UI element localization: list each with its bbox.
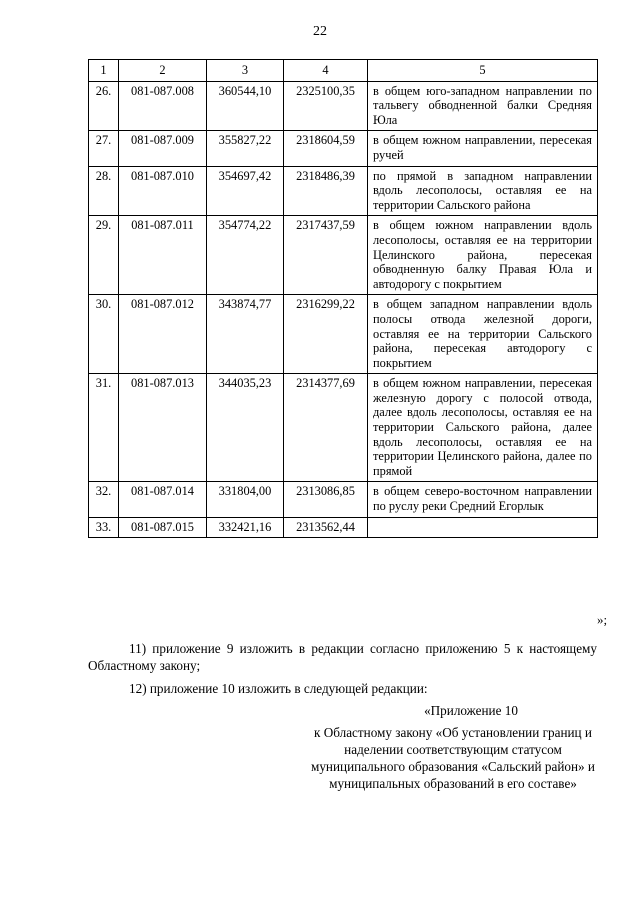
table-row (89, 131, 598, 166)
row-number: 26. (89, 81, 119, 131)
column-header-y: 4 (284, 60, 368, 82)
coordinate-x: 354774,22 (207, 216, 284, 295)
coordinate-x: 332421,16 (207, 517, 284, 538)
coordinate-y: 2317437,59 (284, 216, 368, 295)
paragraph-text: 12) приложение 10 изложить в следующей редакции: (129, 681, 428, 696)
column-header-description: 5 (368, 60, 598, 82)
boundary-description: в общем южном направлении вдоль лесополосы, оставляя ее на территории Целинского района, пересекая обводненную балку Правая Юла и автодорогу с покрытием (368, 216, 598, 295)
coordinate-x: 344035,23 (207, 374, 284, 482)
point-code: 081-087.014 (119, 482, 207, 517)
coordinate-y: 2325100,35 (284, 81, 368, 131)
coordinate-y: 2318604,59 (284, 131, 368, 166)
paragraph-item-12 (88, 680, 597, 697)
column-header-x: 3 (207, 60, 284, 82)
boundary-points-table (88, 59, 598, 538)
point-code: 081-087.013 (119, 374, 207, 482)
row-number: 29. (89, 216, 119, 295)
coordinate-y: 2313086,85 (284, 482, 368, 517)
row-number: 31. (89, 374, 119, 482)
table-row (89, 482, 598, 517)
boundary-description: по прямой в западном направлении вдоль лесополосы, оставляя ее на территории Сальского района (368, 166, 598, 216)
point-code: 081-087.012 (119, 295, 207, 374)
coordinate-x: 355827,22 (207, 131, 284, 166)
table-row (89, 295, 598, 374)
paragraph-text: 11) приложение 9 изложить в редакции согласно приложению 5 к настоящему Областному закону; (88, 641, 597, 673)
table-row (89, 517, 598, 538)
page-number: 22 (313, 24, 327, 39)
coordinate-x: 354697,42 (207, 166, 284, 216)
coordinate-x: 360544,10 (207, 81, 284, 131)
boundary-description: в общем северо-восточном направлении по руслу реки Средний Егорлык (368, 482, 598, 517)
boundary-description: в общем южном направлении, пересекая железную дорогу с полосой отвода, далее вдоль лесополосы, оставляя ее на территории Сальского района, далее вдоль лесополосы, оставляя ее на территории Целинского района, далее по прямой (368, 374, 598, 482)
point-code: 081-087.010 (119, 166, 207, 216)
row-number: 28. (89, 166, 119, 216)
coordinate-y: 2314377,69 (284, 374, 368, 482)
table-header-row (89, 60, 598, 82)
column-header-point-code: 2 (119, 60, 207, 82)
boundary-description: в общем юго-западном направлении по тальвегу обводненной балки Средняя Юла (368, 81, 598, 131)
coordinate-y: 2316299,22 (284, 295, 368, 374)
column-header-number: 1 (89, 60, 119, 82)
point-code: 081-087.008 (119, 81, 207, 131)
row-number: 30. (89, 295, 119, 374)
row-number: 32. (89, 482, 119, 517)
boundary-description (368, 517, 598, 538)
coordinate-x: 331804,00 (207, 482, 284, 517)
point-code: 081-087.015 (119, 517, 207, 538)
boundary-description: в общем западном направлении вдоль полосы отвода железной дороги, оставляя ее на территории Сальского района, пересекая автодорогу с покрытием (368, 295, 598, 374)
point-code: 081-087.011 (119, 216, 207, 295)
table-row (89, 216, 598, 295)
appendix-description: к Областному закону «Об установлении границ и наделении соответствующим статусом муниципального образования «Сальский район» и муниципальных образований в его составе» (310, 725, 595, 791)
coordinate-x: 343874,77 (207, 295, 284, 374)
paragraph-item-11 (88, 640, 597, 674)
table-row (89, 374, 598, 482)
row-number: 27. (89, 131, 119, 166)
table-row (89, 166, 598, 216)
boundary-description: в общем южном направлении, пересекая ручей (368, 131, 598, 166)
table-row (89, 81, 598, 131)
closing-quote-mark: »; (597, 612, 608, 627)
appendix-title: «Приложение 10 (424, 703, 518, 718)
row-number: 33. (89, 517, 119, 538)
coordinate-y: 2313562,44 (284, 517, 368, 538)
coordinate-y: 2318486,39 (284, 166, 368, 216)
point-code: 081-087.009 (119, 131, 207, 166)
